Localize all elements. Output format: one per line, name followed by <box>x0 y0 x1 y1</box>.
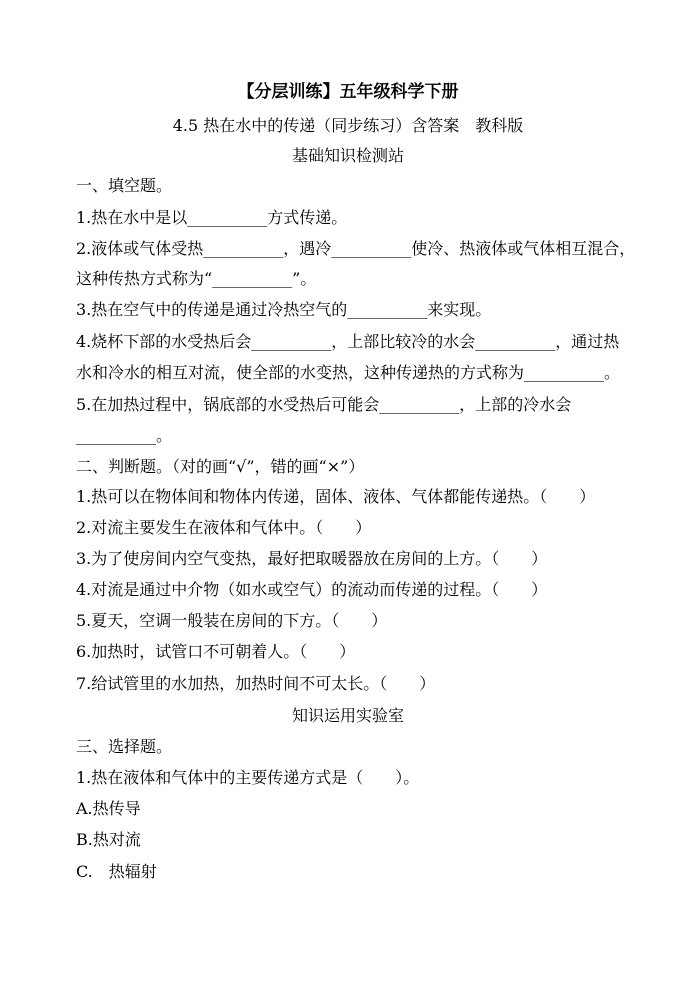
part1-q5-line1: 5.在加热过程中，锅底部的水受热后可能会__________，上部的冷水会 <box>76 395 572 414</box>
part1-q3: 3.热在空气中的传递是通过冷热空气的__________来实现。 <box>76 300 492 319</box>
part3-q1: 1.热在液体和气体中的主要传递方式是（ ）。 <box>76 768 420 787</box>
part1-q4-line1: 4.烧杯下部的水受热后会__________，上部比较冷的水会__________，通过热 <box>76 332 620 351</box>
doc-subtitle: 4.5 热在水中的传递（同步练习）含答案 教科版 <box>172 116 524 135</box>
part2-q6: 6.加热时，试管口不可朝着人。（ ） <box>76 642 356 661</box>
section-heading-basic: 基础知识检测站 <box>291 146 404 165</box>
part2-q1: 1.热可以在物体间和物体内传递，固体、液体、气体都能传递热。（ ） <box>76 487 596 506</box>
section-heading-apply: 知识运用实验室 <box>291 706 404 725</box>
part3-q1-option-b: B.热对流 <box>76 830 141 849</box>
part3-q1-option-c: C. 热辐射 <box>76 862 157 881</box>
part2-q2: 2.对流主要发生在液体和气体中。（ ） <box>76 518 372 537</box>
part1-q2-line1: 2.液体或气体受热__________，遇冷__________使冷、热液体或气体相互混合， <box>76 239 636 258</box>
doc-title: 【分层训练】五年级科学下册 <box>237 82 459 102</box>
part1-q5-line2: __________。 <box>76 426 173 445</box>
part3-q1-option-a: A.热传导 <box>76 799 141 818</box>
part2-q4: 4.对流是通过中介物（如水或空气）的流动而传递的过程。（ ） <box>76 580 548 599</box>
part1-q4-line2: 水和冷水的相互对流，使全部的水变热，这种传递热的方式称为__________。 <box>76 363 621 382</box>
part2-q5: 5.夏天，空调一般装在房间的下方。（ ） <box>76 611 388 630</box>
part1-heading: 一、填空题。 <box>76 176 173 195</box>
part3-heading: 三、选择题。 <box>76 737 173 756</box>
part1-q2-line2: 这种传热方式称为“__________”。 <box>76 269 317 288</box>
part2-heading: 二、判断题。（对的画“√”，错的画“×”） <box>76 457 365 476</box>
part2-q3: 3.为了使房间内空气变热，最好把取暖器放在房间的上方。（ ） <box>76 549 548 568</box>
part2-q7: 7.给试管里的水加热，加热时间不可太长。（ ） <box>76 674 436 693</box>
part1-q1: 1.热在水中是以__________方式传递。 <box>76 208 348 227</box>
